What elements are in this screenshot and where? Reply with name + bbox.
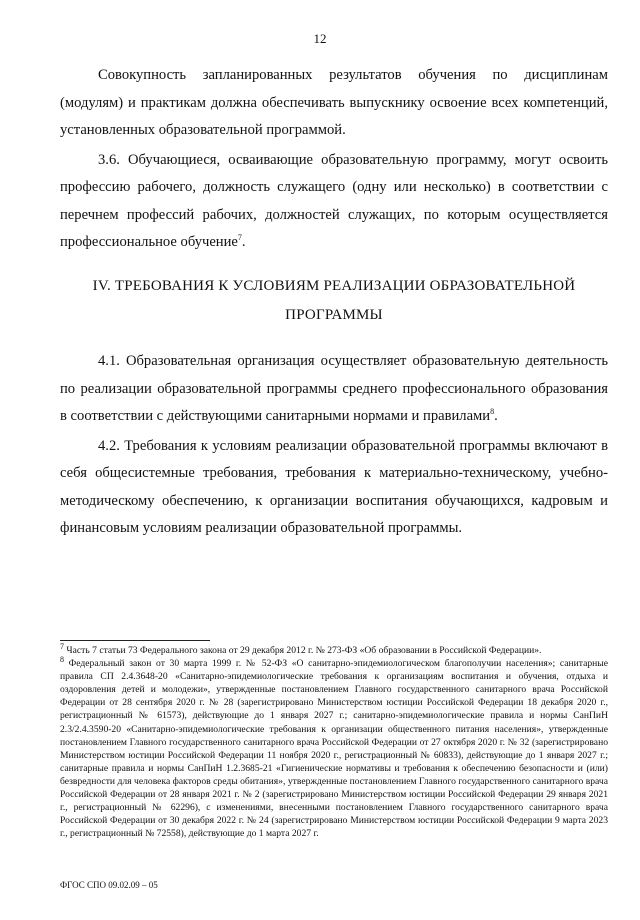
paragraph-3-6-text: 3.6. Обучающиеся, осваивающие образовательную программу, могут освоить профессию рабочего, должность служащего (одну или несколько) в соответствии с перечнем профессий рабочих, должностей служащих, по которым осуществляется профессиональное обучение (60, 151, 608, 250)
body-text-section-4 (60, 348, 608, 543)
footnote-ref-7: 7 (237, 233, 242, 243)
paragraph-competencies: Совокупность запланированных результатов обучения по дисциплинам (модулям) и практикам должна обеспечивать выпускнику освоение всех компетенций, установленных образовательной программой. (60, 67, 608, 138)
footnote-mark: 8 (60, 654, 64, 664)
heading-line-1: IV. ТРЕБОВАНИЯ К УСЛОВИЯМ РЕАЛИЗАЦИИ ОБРАЗОВАТЕЛЬНОЙ (92, 278, 576, 294)
section-heading (60, 272, 608, 330)
heading-line-2: ПРОГРАММЫ (285, 307, 383, 323)
footnote-8 (60, 654, 608, 840)
footnote-text: Федеральный закон от 30 марта 1999 г. № 52-ФЗ «О санитарно-эпидемиологическом благополучии населения»; санитарные правила СП 2.4.3648-20 «Санитарно-эпидемиологические требования к организациям воспитания и обучения, отдыха и оздоровления детей и молодежи», утвержденные постановлением Главного государственного санитарного врача Российской Федерации от 28 сентября 2020 г. № 28 (зарегистрировано Министерством юстиции Российской Федерации 18 декабря 2020 г., регистрационный № 61573), действующие до 1 января 2027 г.; санитарно-эпидемиологические правила и нормы СанПиН 2.3/2.4.3590-20 «Санитарно-эпидемиологические требования к организации общественного питания населения», утвержденные постановлением Главного государственного санитарного врача Российской Федерации от 27 октября 2020 г. № 32 (зарегистрировано Министерством юстиции Российской Федерации 11 ноября 2020 г., регистрационный № 60833), действующие до 1 января 2027 г.; санитарные правила и нормы СанПиН 1.2.3685-21 «Гигиенические нормативы и требования к обеспечению безопасности и (или) безвредности для человека факторов среды обитания», утвержденные постановлением Главного государственного санитарного врача Российской Федерации от 28 января 2021 г. № 2 (зарегистрировано Министерством юстиции Российской Федерации 29 января 2021 г., регистрационный № 62296), с изменениями, внесенными постановлением Главного государственного санитарного врача Российской Федерации от 30 декабря 2022 г. № 24 (зарегистрировано Министерством юстиции Российской Федерации 9 марта 2023 г., регистрационный № 72558), действующие до 1 марта 2027 г. (60, 658, 608, 840)
page-number: 12 (313, 31, 327, 46)
footnote-mark: 7 (60, 641, 64, 651)
document-code: ФГОС СПО 09.02.09 – 05 (60, 880, 158, 890)
footnotes (60, 641, 608, 840)
paragraph-4-1: 4.1. Образовательная организация осуществляет образовательную деятельность по реализации образовательной программы среднего профессионального образования в соответствии с действующими санитарными нормами и правилами$^8$. (60, 353, 608, 424)
body-text-top (60, 62, 608, 257)
paragraph-4-1-text: 4.1. Образовательная организация осуществляет образовательную деятельность по реализации образовательной программы среднего профессионального образования в соответствии с действующими санитарными нормами и правилами (60, 353, 608, 424)
paragraph-3-6: 3.6. Обучающиеся, осваивающие образовательную программу, могут освоить профессию рабочего, должность служащего (одну или несколько) в соответствии с перечнем профессий рабочих, должностей служащих, по которым осуществляется профессиональное обучение$^7$. (60, 151, 608, 250)
footnote-ref-8: 8 (490, 407, 495, 417)
footnote-divider (60, 640, 210, 641)
footnote-text: Часть 7 статьи 73 Федерального закона от 29 декабря 2012 г. № 273-ФЗ «Об образовании в Российской Федерации». (66, 645, 542, 656)
footnote-7 (60, 641, 608, 657)
paragraph-4-2: 4.2. Требования к условиям реализации образовательной программы включают в себя общесистемные требования, требования к материально-техническому, учебно-методическому обеспечению, к организации воспитания обучающихся, кадровым и финансовым условиям реализации образовательной программы. (60, 437, 608, 536)
